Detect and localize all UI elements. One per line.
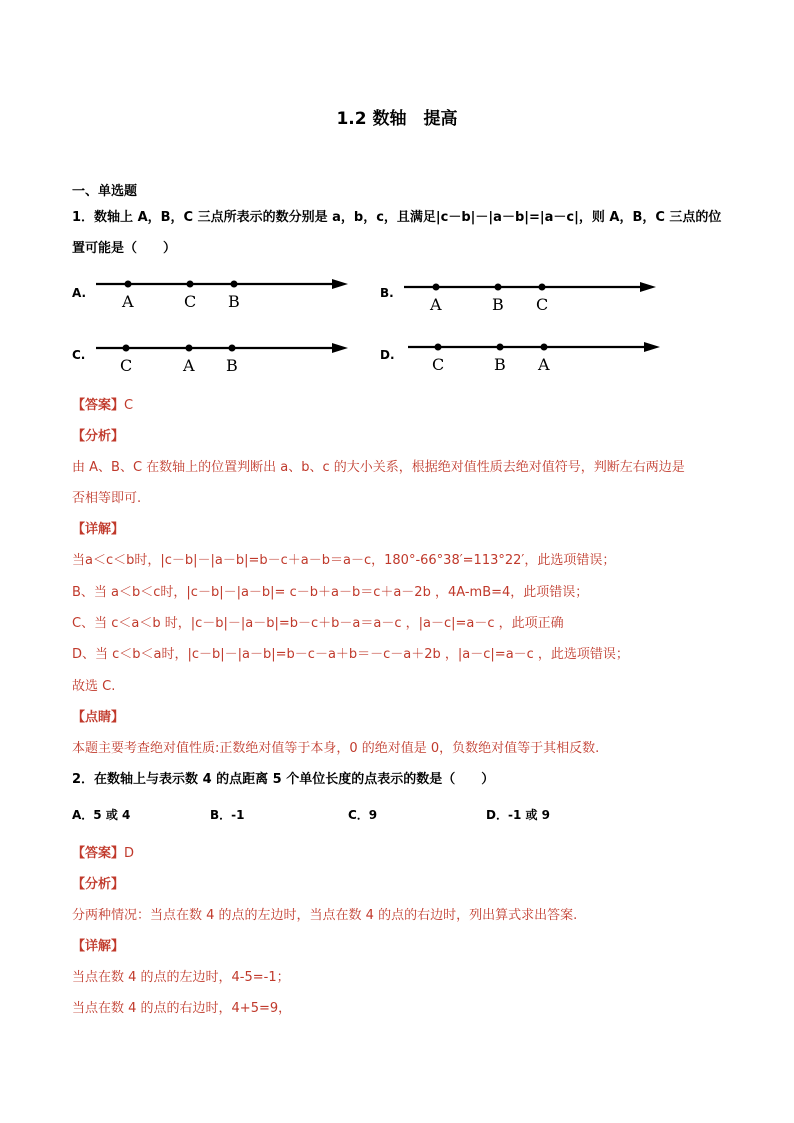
q1-detail-line: D、当 c＜b＜a时，|c－b|－|a－b|=b－c－a＋b＝－c－a＋2b ，|a－c|=a－c ，此选项错误； <box>72 647 629 662</box>
point-label: C <box>432 355 445 374</box>
q1-answer-row <box>72 394 133 413</box>
q1-detail-line: 当a＜c＜b时，|c－b|－|a－b|=b－c＋a－b＝a－c，180°-66°38′=113°22′，此选项错误； <box>72 553 616 568</box>
q2-detail-line: 当点在数 4 的点的左边时，4-5=-1； <box>72 970 290 985</box>
arrow-icon <box>332 279 348 289</box>
point-label: A <box>430 295 442 314</box>
answer-tag: 【答案】 <box>72 398 125 413</box>
q1-option-d-number-line <box>408 337 664 377</box>
q2-option-b: B．-1 <box>210 808 245 822</box>
q1-detail-line: B、当 a＜b＜c时，|c－b|－|a－b|= c－b＋a－b＝c＋a－2b ，4A-mB=4，此项错误； <box>72 585 589 600</box>
point-label: A <box>122 292 134 311</box>
q2-analysis: 分两种情况：当点在数 4 的点的左边时，当点在数 4 的点的右边时，列出算式求出答案. <box>72 908 578 923</box>
q2-answer-row <box>72 842 134 861</box>
q1-detail-tag: 【详解】 <box>72 522 125 537</box>
point-dot <box>231 281 238 288</box>
q1-stem-line2: 置可能是（ ） <box>72 241 177 256</box>
arrow-icon <box>644 342 660 352</box>
section-heading: 一、单选题 <box>72 184 138 199</box>
point-dot <box>125 281 132 288</box>
point-label: C <box>120 356 133 375</box>
point-label: C <box>536 295 549 314</box>
q1-option-a-number-line <box>96 274 352 314</box>
point-label: A <box>183 356 195 375</box>
arrow-icon <box>332 343 348 353</box>
answer-value: D <box>124 846 135 861</box>
point-label: C <box>184 292 197 311</box>
q1-option-b-number-line <box>404 277 660 317</box>
q1-option-c-number-line <box>96 338 352 378</box>
answer-tag: 【答案】 <box>72 846 125 861</box>
q1-analysis-line2: 否相等即可. <box>72 491 142 506</box>
q1-comment: 本题主要考查绝对值性质:正数绝对值等于本身，0 的绝对值是 0，负数绝对值等于其相反数. <box>72 741 600 756</box>
point-dot <box>495 284 502 291</box>
point-dot <box>539 284 546 291</box>
q2-analysis-tag: 【分析】 <box>72 877 125 892</box>
point-label: A <box>538 355 550 374</box>
q1-comment-tag: 【点睛】 <box>72 710 125 725</box>
arrow-icon <box>640 282 656 292</box>
q2-detail-line: 当点在数 4 的点的右边时，4+5=9， <box>72 1001 292 1016</box>
q2-stem: 2．在数轴上与表示数 4 的点距离 5 个单位长度的点表示的数是（ ） <box>72 772 495 787</box>
q1-detail-line: C、当 c＜a＜b 时，|c－b|－|a－b|=b－c＋b－a＝a－c ，|a－c|=a－c ，此项正确 <box>72 616 564 631</box>
point-dot <box>187 281 194 288</box>
point-label: B <box>228 292 240 311</box>
point-label: B <box>226 356 238 375</box>
q1-detail-line: 故选 C. <box>72 679 116 694</box>
point-dot <box>497 344 504 351</box>
q1-option-d-label: D. <box>380 348 395 362</box>
point-dot <box>229 345 236 352</box>
q1-stem-line1: 1．数轴上 A，B，C 三点所表示的数分别是 a，b，c，且满足|c－b|－|a－b|=|a－c|，则 A，B，C 三点的位 <box>72 210 722 225</box>
answer-value: C <box>124 398 134 413</box>
q2-option-c: C．9 <box>348 808 378 822</box>
q1-option-a-label: A. <box>72 286 87 300</box>
point-dot <box>123 345 130 352</box>
point-label: B <box>494 355 506 374</box>
q2-option-a: A．5 或 4 <box>72 808 131 822</box>
q1-option-b-label: B. <box>380 286 394 300</box>
q1-option-c-label: C. <box>72 348 86 362</box>
point-label: B <box>492 295 504 314</box>
q1-analysis-line1: 由 A、B、C 在数轴上的位置判断出 a、b、c 的大小关系，根据绝对值性质去绝对值符号，判断左右两边是 <box>72 460 685 475</box>
page-title: 1.2 数轴 提高 <box>336 109 458 129</box>
q2-detail-tag: 【详解】 <box>72 939 125 954</box>
point-dot <box>435 344 442 351</box>
point-dot <box>186 345 193 352</box>
q1-analysis-tag: 【分析】 <box>72 429 125 444</box>
point-dot <box>541 344 548 351</box>
q2-option-d: D．-1 或 9 <box>486 808 550 822</box>
point-dot <box>433 284 440 291</box>
